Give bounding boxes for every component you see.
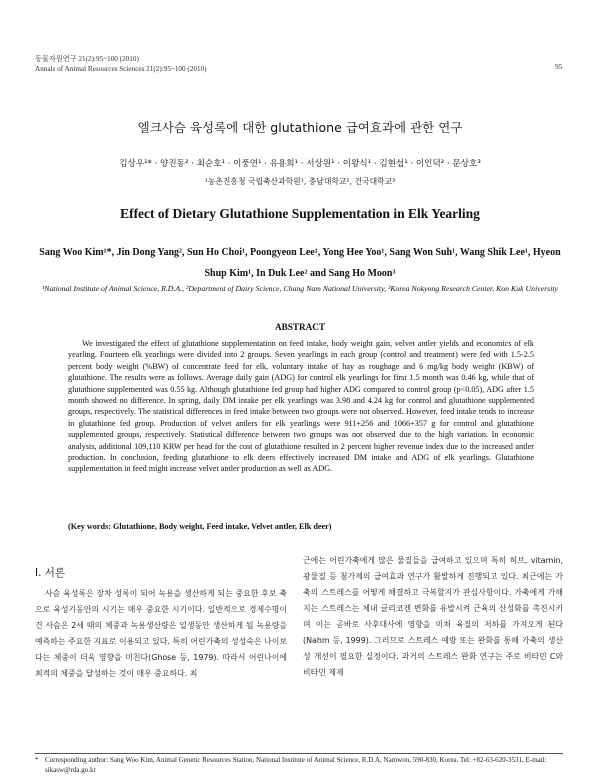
abstract-heading: ABSTRACT: [274, 322, 326, 332]
english-title: Effect of Dietary Glutathione Supplementation in Elk Yearling: [120, 206, 480, 221]
english-authors: Sang Woo Kim¹*, Jin Dong Yang², Sun Ho Choi¹, Poongyeon Lee¹, Yong Hee Yoo¹, Sang Won Suh¹, Wang Shik Lee¹, Hyeon Shup Kim¹, In Duk Lee² and Sang Ho Moon³: [39, 247, 561, 279]
journal-name-korean: 동물자원연구 21(2):95~100 (2010): [35, 55, 139, 63]
journal-name-english: Annals of Animal Resources Sciences 21(2):95~100 (2010): [35, 65, 207, 73]
body-text-right-column: 근에는 어린가축에게 많은 물질들을 급여하고 있으며 특히 허브, vitamin, 광물질 등 첨가제의 급여효과 연구가 활발하게 진행되고 있다. 최근에는 가축의 스트레스를 어떻게 해결하고 극복할지가 관심사항이다. 가축에게 가해지는 스트레스는 체내 글리코겐 변화를 유발시켜 근육의 산성화를 촉진시키며 이는 곧바로 사후대사에 영향을 미쳐 육질의 저하를 가져오게 된다(Nahm 등, 1999). 그러므로 스트레스 예방 또는 완화를 통해 가축의 생산성 개선이 필요한 실정이다. 과거의 스트레스 완화 연구는 주로 비타민 C와 비타민 제제: [303, 556, 563, 677]
korean-authors: 김상우¹* · 양진동² · 최순호¹ · 이풍연¹ · 유용희¹ · 서상원¹ · 이왕식¹ · 김현섭¹ · 이인덕² · 문상호³: [119, 159, 481, 169]
abstract-text: We investigated the effect of glutathione supplementation on feed intake, body weight gain, velvet antler yields and economics of elk yearling. Fourteen elk yearlings were divided into 2 groups. Seven yearlings in each group (control and treatment) were fed with 1.5-2.5 percent body weight (%BW) of concentrate feed for elk, voluntary intake of hay as roughage and 6 mg/kg body weight (KBW) of glutathione. The results were as follows. Average daily gain (ADG) for control elk yearlings for first 1.5 month was 0.46 kg, while that of glutathione supplemented was 0.55 kg. Although glutathione fed group had higher ADG compared to control group (p<0.05), ADG after 1.5 month showed no difference. In spring, daily DM intake per elk yearlings was 3.98 and 4.24 kg for control and glutathione supplemented groups, respectively. The statistical differences in feed intake between two groups were not observed. However, feed intake tends to increase in glutathione fed group. Production of velvet antlers for elk yearlings were 911+256 and 1066+357 g for control and glutathione supplemented groups, respectively. Statistical difference between two groups was not observed due to the high variation. In economic analysis, additional 109,110 KRW per head for the cost of glutathione resulted in 2 percent higher revenue index due to the increased antler production. In conclusion, feeding glutathione to elk deers effectively increased DM intake and ADG of elk yearlings. Glutathione supplementation in feed might increase velvet antler production as well as ADG.: [68, 339, 534, 474]
page-number: 95: [555, 62, 563, 71]
body-text-left-column: 사슴 육성록은 장차 성록이 되어 녹용을 생산하게 되는 중요한 후보 축으로 육성기동안의 시기는 매우 중요한 시기이다. 일반적으로 경제수명이건 사슴은 2세 때의 체중과 녹용생산량은 일생동안 생산하게 될 녹용량을 예측하는 주요한 지표로 이용되고 있다. 특히 어린가축의 성성숙은 나이보다는 체중이 더욱 영향을 미친다(Ghose 등, 1979). 따라서 어린나이에 최적의 체중을 달성하는 것이 매우 중요하다. 최: [35, 589, 287, 678]
english-affiliations: ¹National Institute of Animal Science, R.D.A., ²Department of Dairy Science, Chung Nam National University, ³Korea Nokyong Research Center, Kon Kuk University: [41, 284, 559, 293]
footnote-divider: [35, 753, 563, 754]
section-heading-introduction: I. 서론: [35, 567, 66, 579]
journal-header: [35, 54, 207, 74]
corresponding-author-note: Corresponding author: Sang Woo Kim, Animal Genetic Resources Station, National Institute of Animal Science, R.D.A, Namwon, 590-830, Korea. Tel: +82-63-620-3531, E-mail: sikasw@rda.go.kr: [45, 756, 547, 774]
korean-affiliations: ¹농촌진흥청 국립축산과학원¹, 충남대학교², 건국대학교³: [204, 177, 396, 186]
footnote: [35, 756, 563, 775]
footnote-mark: *: [35, 756, 39, 764]
keywords: (Key words: Glutathione, Body weight, Feed intake, Velvet antler, Elk deer): [68, 522, 332, 531]
korean-title: 엘크사슴 육성록에 대한 glutathione 급여효과에 관한 연구: [137, 120, 463, 135]
